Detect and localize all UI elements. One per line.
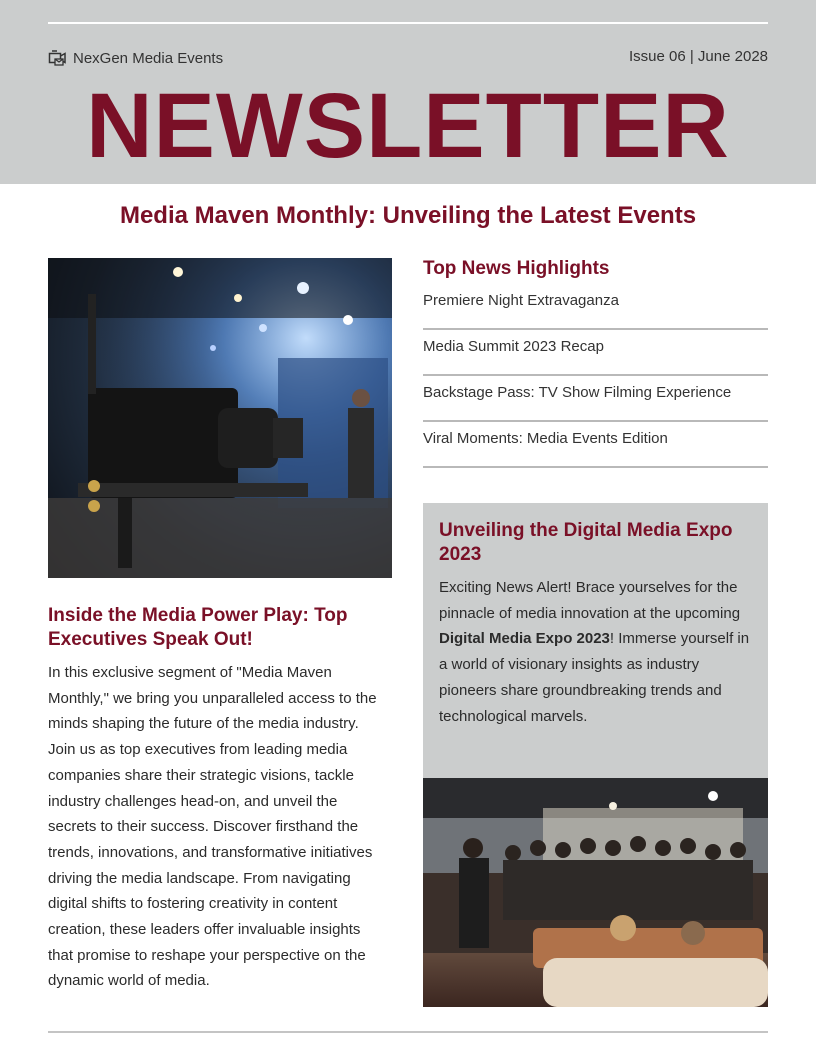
brand-name: NexGen Media Events xyxy=(73,49,224,67)
expo-body-outro: ! Immerse yourself in a world of visionary insights as industry pioneers share groundbreaking trends and technological marvels. xyxy=(439,630,750,725)
media-mail-icon xyxy=(48,49,67,68)
event-crowd-photo xyxy=(423,778,768,1007)
top-news-heading: Top News Highlights xyxy=(423,258,610,279)
news-item[interactable]: Backstage Pass: TV Show Filming Experience xyxy=(423,376,768,422)
expo-body-intro: Exciting News Alert! Brace yourselves for the pinnacle of media innovation at the upcoming xyxy=(439,579,741,622)
masthead-title: NEWSLETTER xyxy=(86,75,730,177)
article-heading-executives: Inside the Media Power Play: Top Executives Speak Out! xyxy=(48,605,348,650)
news-item[interactable]: Media Summit 2023 Recap xyxy=(423,330,768,376)
news-item[interactable]: Viral Moments: Media Events Edition xyxy=(423,422,768,468)
camera-photo xyxy=(48,258,392,578)
brand xyxy=(48,48,223,68)
expo-callout xyxy=(423,503,768,778)
footer-rule xyxy=(48,1031,768,1033)
issue-date: Issue 06 | June 2028 xyxy=(629,48,768,65)
newsletter-subtitle: Media Maven Monthly: Unveiling the Latest Events xyxy=(119,202,697,229)
expo-heading: Unveiling the Digital Media Expo 2023 xyxy=(439,520,733,565)
header-band xyxy=(0,0,816,184)
header-top-rule xyxy=(48,22,768,24)
article-body-executives: In this exclusive segment of "Media Maven Monthly," we bring you unparalleled access to the minds shaping the future of the media industry. Join us as top executives from leading media companies share their strategic visions, tackle industry challenges head-on, and unveil the secrets to their success. Discover firsthand the trends, innovations, and transformative initiatives driving the media landscape. From navigating digital shifts to fostering creativity in content creation, these leaders offer invaluable insights that promise to reshape your perspective on the dynamic world of media. xyxy=(48,664,377,990)
news-item[interactable]: Premiere Night Extravaganza xyxy=(423,284,768,330)
expo-body-highlight: Digital Media Expo 2023 xyxy=(439,630,610,648)
top-news-list xyxy=(423,284,768,468)
expo-body xyxy=(439,575,755,729)
